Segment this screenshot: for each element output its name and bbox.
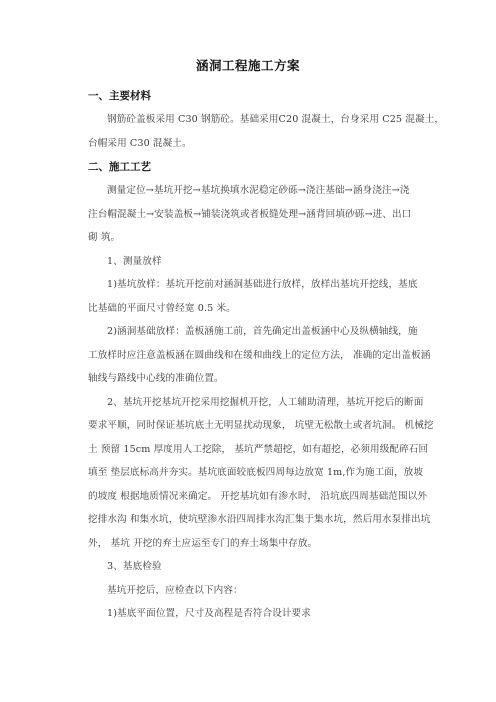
paragraph-foundation-layout: [88, 320, 431, 391]
section-heading-process: 二、施工工艺: [88, 161, 151, 173]
paragraph-line: 1、测量放样: [107, 255, 162, 267]
paragraph-line: 基坑开挖后，应检查以下内容：: [107, 584, 243, 596]
paragraph-line: 3、基底检验: [107, 561, 162, 572]
paragraph-line: 比基础的平面尺寸曾经宽 0.5 米。: [88, 302, 236, 314]
paragraph-process: [88, 179, 412, 250]
paragraph-line: 测量定位→基坑开挖→基坑换填水泥稳定砂砾→浇注基础→涵身浇注→浇: [107, 185, 410, 196]
paragraph-inspection-item-1: [88, 602, 408, 626]
paragraph-materials: [88, 108, 445, 155]
paragraph-line: 外， 基坑 开挖的弃土应运至专门的弃土场集中存放。: [88, 537, 318, 549]
section-heading-materials: 一、主要材料: [88, 90, 151, 102]
paragraph-line: 砌 筑。: [88, 232, 121, 243]
page-title: 涵洞工程施工方案: [195, 58, 300, 73]
paragraph-line: 2)涵洞基础放样：盖板涵施工前，首先确定出盖板涵中心及纵横轴线，施: [107, 326, 418, 337]
paragraph-line: 2、基坑开挖基坑开挖采用挖掘机开挖，人工辅助清理，基坑开挖后的断面: [107, 396, 424, 408]
paragraph-line: 工放样时应注意盖板涵在圆曲线和在缓和曲线上的定位方法， 准确的定出盖板涵: [88, 349, 431, 361]
paragraph-line: 轴线与路线中心线的准确位置。: [88, 373, 224, 384]
paragraph-line: 土 预留 15cm 厚度用人工挖除， 基坑严禁超挖，如有超挖，必须用级配碎石回: [88, 443, 429, 455]
paragraph-line: 的坡度 根据地质情况来确定。 开挖基坑如有渗水时， 沿坑底四周基础范围以外: [88, 490, 428, 502]
paragraph-excavation: [88, 391, 434, 556]
paragraph-line: 台帽采用 C30 混凝土。: [88, 137, 192, 149]
paragraph-line: 1)基坑放样：基坑开挖前对涵洞基础进行放样，放样出基坑开挖线，基底: [107, 279, 418, 290]
paragraph-line: 注台帽混凝土→安装盖板→铺装浇筑或者板缝处理→涵背回填砂砾→进、出口: [88, 208, 412, 220]
paragraph-line: 1)基底平面位置，尺寸及高程是否符合设计要求: [107, 608, 311, 619]
paragraph-line: 要求平顺，同时保证基坑底土无明显扰动现象， 坑壁无松散土或者坑洞。 机械挖: [88, 420, 434, 431]
paragraph-line: 钢筋砼盖板采用 C30 钢筋砼。基础采用C20 混凝土，台身采用 C25 混凝土，: [107, 114, 445, 125]
paragraph-pit-layout: [88, 273, 418, 320]
paragraph-line: 填至 垫层底标高并夯实。基坑底面较底板四周每边放宽 1m,作为施工面，放坡: [88, 467, 424, 478]
paragraph-line: 挖排水沟 和集水坑，使坑壁渗水沿四周排水沟汇集于集水坑，然后用水泵排出坑: [88, 514, 431, 525]
paragraph-inspection-heading: [88, 555, 408, 579]
paragraph-inspection-intro: [88, 579, 408, 603]
paragraph-survey-heading: [88, 250, 408, 274]
